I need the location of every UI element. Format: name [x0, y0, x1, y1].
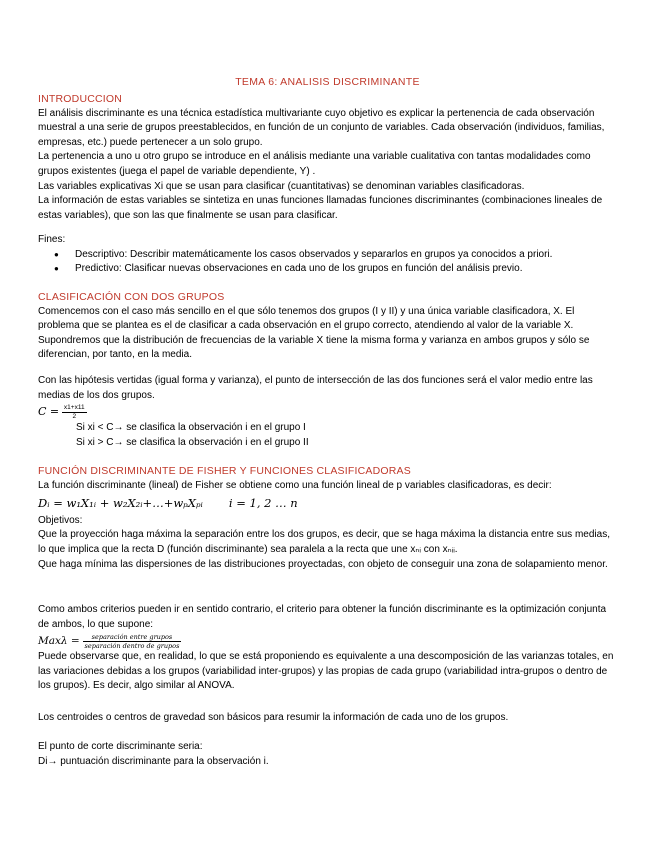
document-title: TEMA 6: ANALISIS DISCRIMINANTE — [235, 76, 420, 88]
formula-max-numerator: separación entre grupos — [83, 633, 182, 642]
hipotesis-section — [38, 374, 618, 450]
optimizacion-paragraph: Como ambos criterios pueden ir en sentido contrario, el criterio para obtener la función discriminante es la optimización conjunta de ambos, lo que supone: — [38, 604, 607, 630]
fines-list — [38, 248, 618, 277]
fines-item-predictivo: ● Predictivo: Clasificar nuevas observaciones en cada uno de los grupos en función del análisis previo. — [38, 262, 618, 277]
intro-section — [38, 92, 618, 223]
fisher-equation-range: i = 1, 2 … n — [228, 496, 298, 511]
intro-paragraph-2: La pertenencia a uno u otro grupo se introduce en el análisis mediante una variable cualitativa con tantas modalidades como grupos existentes (juega el papel de variable dependiente, Y) . — [38, 151, 591, 177]
formula-c — [38, 404, 618, 421]
fines-label: Fines: — [38, 234, 66, 245]
punto-corte-section — [38, 740, 618, 769]
fisher-equation — [38, 496, 618, 511]
objetivo-1: Que la proyección haga máxima la separación entre los dos grupos, es decir, que se haga máxima la distancia entre sus medias, lo que implica que la recta D (función discriminante) sea paralela a la recta que une xₙᵢ con xₙᵢᵢ. — [38, 529, 610, 555]
intro-paragraph-1: El análisis discriminante es una técnica estadística multivariante cuyo objetivo es explicar la pertenencia de cada observación muestral a una serie de grupos preestablecidos, en función de un conjunto de variables. Cada observación (individuos, familias, empresas, etc.) puede pertenecer a un solo grupo. — [38, 107, 605, 148]
fisher-section — [38, 464, 618, 572]
optimizacion-section — [38, 603, 618, 694]
varianzas-paragraph: Puede observarse que, en realidad, lo que se está proponiendo es equivalente a una descomposición de las varianzas totales, en las variaciones debidas a los grupos (variabilidad inter-grupos) y las propias de cada grupo (variabilidad intra-grupos o dentro de los grupos). Es decir, algo similar al ANOVA. — [38, 651, 614, 692]
fines-section — [38, 233, 618, 277]
rule-group-1: Si xi < C→ se clasifica la observación i en el grupo I — [76, 422, 306, 434]
objetivo-2: Que haga mínima las dispersiones de las distribuciones proyectadas, con objeto de conseguir una zona de solapamiento menor. — [38, 558, 608, 570]
rule-group-2: Si xi > C→ se clasifica la observación i en el grupo II — [76, 436, 309, 448]
formula-c-lhs: C = — [38, 405, 60, 419]
formula-max-fraction — [83, 633, 182, 650]
puntuacion-paragraph: Di→ puntuación discriminante para la observación i. — [38, 755, 269, 767]
hipotesis-paragraph: Con las hipótesis vertidas (igual forma y varianza), el punto de intersección de las dos funciones será el valor medio entre las medias de los dos grupos. — [38, 375, 593, 401]
intro-paragraph-3: Las variables explicativas Xi que se usan para clasificar (cuantitativas) se denominan variables clasificadoras. — [38, 180, 525, 192]
objetivos-label: Objetivos: — [38, 514, 83, 526]
formula-c-denominator: 2 — [72, 413, 77, 421]
centroides-paragraph: Los centroides o centros de gravedad son básicos para resumir la información de cada uno de los grupos. — [38, 712, 509, 723]
formula-c-numerator: x1+x11 — [63, 404, 85, 412]
fines-item-descriptivo: ● Descriptivo: Describir matemáticamente los casos observados y separarlos en grupos ya conocidos a priori. — [38, 248, 618, 263]
formula-c-fraction — [62, 404, 87, 421]
intro-heading: INTRODUCCION — [38, 93, 123, 105]
intro-paragraph-4: La información de estas variables se sintetiza en unas funciones llamadas funciones discriminantes (combinaciones lineales de estas variables), que son las que finalmente se usan para clasificar. — [38, 195, 603, 221]
fisher-heading: FUNCIÓN DISCRIMINANTE DE FISHER Y FUNCIONES CLASIFICADORAS — [38, 465, 411, 477]
clasificacion-heading: CLASIFICACIÓN CON DOS GRUPOS — [38, 291, 225, 303]
centroides-section — [38, 711, 618, 726]
formula-max-lhs: Maxλ = — [38, 635, 80, 648]
punto-corte-paragraph: El punto de corte discriminante seria: — [38, 741, 203, 752]
fisher-equation-main: Dᵢ = w₁X₁ᵢ + w₂X₂ᵢ+…+wₚXₚᵢ — [38, 496, 203, 511]
clasificacion-section — [38, 290, 618, 363]
fisher-paragraph-1: La función discriminante (lineal) de Fisher se obtiene como una función lineal de p variables clasificadoras, es decir: — [38, 479, 552, 491]
formula-max-denominator: separación dentro de grupos — [84, 642, 180, 651]
clasificacion-paragraph-1: Comencemos con el caso más sencillo en el que sólo tenemos dos grupos (I y II) y una única variable clasificadora, X. El problema que se plantea es el de clasificar a cada observación en el grupo correcto, atendiendo al valor de la variable X. Supondremos que la distribución de frecuencias de la variable X tiene la misma forma y varianza en ambos grupos y sólo se diferencian, por tanto, en la media. — [38, 305, 590, 361]
formula-max-lambda — [38, 633, 618, 650]
